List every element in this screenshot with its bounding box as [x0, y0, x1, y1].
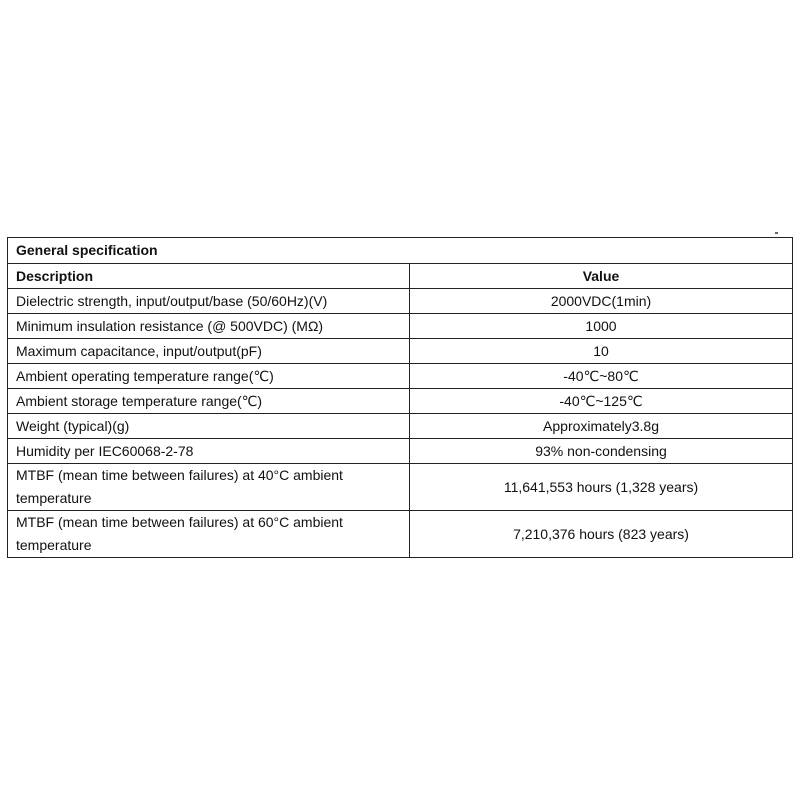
table-row-operating-temperature [8, 364, 793, 389]
table-row-storage-temperature [8, 389, 793, 414]
table-row-mtbf-60c [8, 511, 793, 558]
row-description: Humidity per IEC60068-2-78 [8, 439, 410, 464]
table-title-row [8, 238, 793, 264]
row-value: 7,210,376 hours (823 years) [410, 511, 793, 558]
table-header-row [8, 264, 793, 289]
row-value: Approximately3.8g [410, 414, 793, 439]
row-value: -40℃~125℃ [410, 389, 793, 414]
row-description: Weight (typical)(g) [8, 414, 410, 439]
table-title: General specification [8, 238, 793, 264]
row-description: Dielectric strength, input/output/base (50/60Hz)(V) [8, 289, 410, 314]
row-description: Ambient operating temperature range(℃) [8, 364, 410, 389]
header-description: Description [8, 264, 410, 289]
table-row-capacitance [8, 339, 793, 364]
table-row-mtbf-40c [8, 464, 793, 511]
row-value: 11,641,553 hours (1,328 years) [410, 464, 793, 511]
row-value: 10 [410, 339, 793, 364]
row-value: 93% non-condensing [410, 439, 793, 464]
row-description: MTBF (mean time between failures) at 40°C ambient temperature [8, 464, 410, 511]
table-row-humidity [8, 439, 793, 464]
row-description: Minimum insulation resistance (@ 500VDC) (MΩ) [8, 314, 410, 339]
general-specification-table [7, 237, 793, 558]
row-value: -40℃~80℃ [410, 364, 793, 389]
corner-mark [775, 232, 778, 234]
header-value: Value [410, 264, 793, 289]
row-description: Maximum capacitance, input/output(pF) [8, 339, 410, 364]
row-description: MTBF (mean time between failures) at 60°C ambient temperature [8, 511, 410, 558]
row-description: Ambient storage temperature range(℃) [8, 389, 410, 414]
row-value: 2000VDC(1min) [410, 289, 793, 314]
row-value: 1000 [410, 314, 793, 339]
table-row-weight [8, 414, 793, 439]
table-row-dielectric-strength [8, 289, 793, 314]
table-row-insulation-resistance [8, 314, 793, 339]
